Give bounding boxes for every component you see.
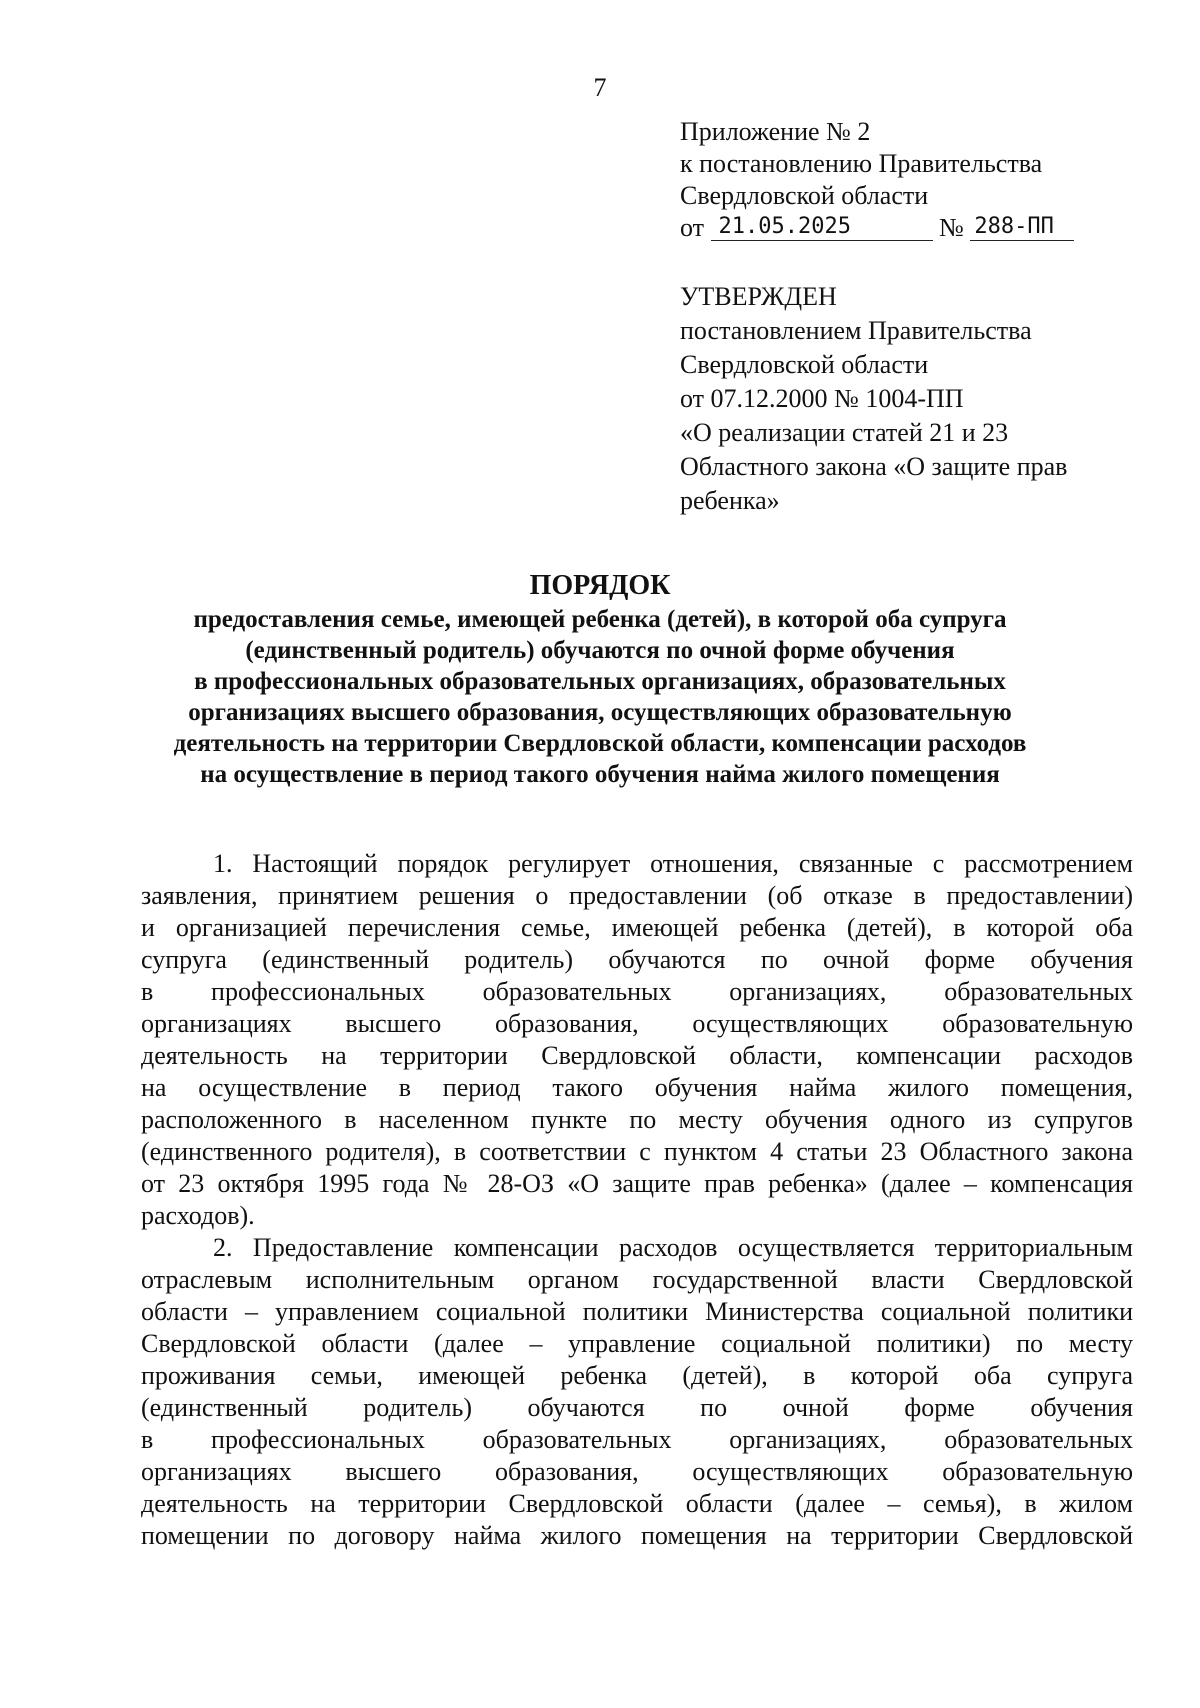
paragraph-1-line: организациях высшего образования, осуществляющих образовательную [141,1009,1133,1038]
paragraph-2-line: (единственный родитель) обучаются по очной форме обучения [141,1393,1133,1422]
document-body [141,848,1133,1552]
title-line: предоставления семье, имеющей ребенка (детей), в которой оба супруга [193,606,1007,633]
attachment-line: Свердловской области [680,181,929,210]
paragraph-1-line: 1. Настоящий порядок регулирует отношения, связанные с рассмотрением [213,849,1133,878]
paragraph-2-line: в профессиональных образовательных организациях, образовательных [141,1425,1133,1454]
title-line: на осуществление в период такого обучения найма жилого помещения [200,761,1000,788]
paragraph-1-line: заявления, принятием решения о предоставлении (об отказе в предоставлении) [141,881,1133,910]
paragraph-1-line: супруга (единственный родитель) обучаются по очной форме обучения [141,945,1133,974]
paragraph-2-line: отраслевым исполнительным органом государственной власти Свердловской [141,1265,1133,1294]
paragraph-2-line: организациях высшего образования, осуществляющих образовательную [141,1457,1133,1486]
paragraph-1-line: от 23 октября 1995 года № 28-ОЗ «О защите прав ребенка» (далее – компенсация [141,1169,1133,1198]
paragraph-2-line: 2. Предоставление компенсации расходов осуществляется территориальным [213,1233,1133,1262]
approved-block [680,280,1120,518]
approved-line: Областного закона «О защите прав [680,452,1068,481]
approved-line: от 07.12.2000 № 1004-ПП [680,384,964,413]
approved-line: ребенка» [680,486,780,515]
paragraph-1-line: деятельность на территории Свердловской области, компенсации расходов [141,1041,1133,1070]
title-line: (единственный родитель) обучаются по очной форме обучения [245,637,955,664]
paragraph-1-line: расходов). [141,1201,255,1230]
approved-line: постановлением Правительства [680,316,1032,345]
paragraph-1-line: в профессиональных образовательных организациях, образовательных [141,977,1133,1006]
paragraph-1-line: расположенного в населенном пункте по месту обучения одного из супругов [141,1105,1133,1134]
attachment-block [680,116,1100,244]
from-label: от [680,213,705,242]
title-heading: ПОРЯДОК [529,570,671,601]
number-label: № [939,213,964,242]
date-field: 21.05.2025 [711,214,933,241]
title-line: организациях высшего образования, осуществляющих образовательную [188,699,1012,726]
title-line: в профессиональных образовательных организациях, образовательных [194,668,1006,695]
paragraph-1-line: (единственного родителя), в соответствии с пунктом 4 статьи 23 Областного закона [141,1137,1133,1166]
page-number: 7 [593,73,607,102]
approved-line: «О реализации статей 21 и 23 [680,418,1009,447]
document-title [100,568,1100,790]
paragraph-1-line: и организацией перечисления семье, имеющей ребенка (детей), в которой оба [141,913,1133,942]
paragraph-2-line: деятельность на территории Свердловской области (далее – семья), в жилом [141,1489,1133,1518]
paragraph-2-line: Свердловской области (далее – управление социальной политики) по месту [141,1329,1133,1358]
title-line: деятельность на территории Свердловской области, компенсации расходов [173,730,1027,757]
approved-heading: УТВЕРЖДЕН [680,282,837,311]
number-field: 288-ПП [970,214,1074,241]
paragraph-2-line: области – управлением социальной политики Министерства социальной политики [141,1297,1133,1326]
paragraph-2-line: помещении по договору найма жилого помещения на территории Свердловской [141,1521,1133,1550]
paragraph-1-line: на осуществление в период такого обучения найма жилого помещения, [141,1073,1133,1102]
paragraph-2-line: проживания семьи, имеющей ребенка (детей), в которой оба супруга [141,1361,1133,1390]
approved-line: Свердловской области [680,350,929,379]
attachment-line: Приложение № 2 [680,117,871,146]
attachment-date-line [680,212,1100,244]
attachment-line: к постановлению Правительства [680,149,1043,178]
